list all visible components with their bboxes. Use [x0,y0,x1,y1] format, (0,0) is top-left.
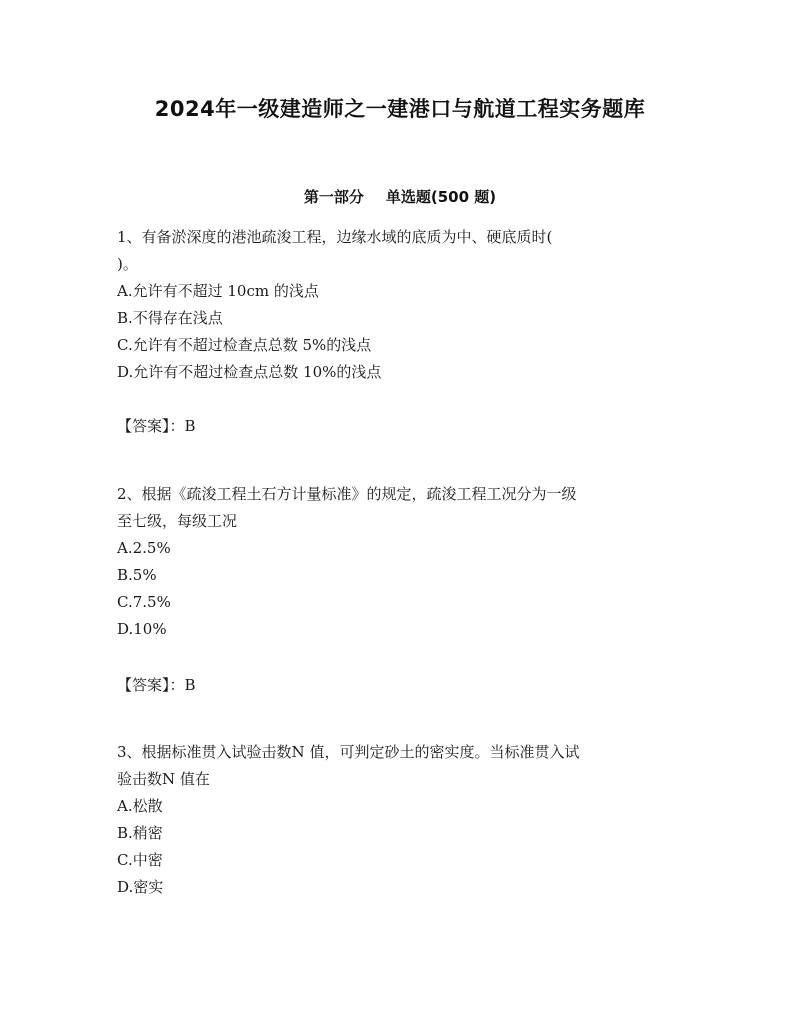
question-stem: 1、有备淤深度的港池疏浚工程，边缘水域的底质为中、硬底质时( [117,228,553,246]
option-d: D.允许有不超过检查点总数 10%的浅点 [117,363,382,381]
option-c: C.允许有不超过检查点总数 5%的浅点 [117,336,372,354]
option-b: B.不得存在浅点 [117,309,223,327]
section-heading [0,186,800,207]
option-a: A.2.5% [117,539,171,557]
option-a: A.松散 [117,797,163,815]
document-title: 2024年一级建造师之一建港口与航道工程实务题库 [154,97,646,121]
option-a: A.允许有不超过 10cm 的浅点 [117,282,319,300]
answer-1: 【答案】：B [117,417,196,435]
question-stem: )。 [117,255,138,273]
option-d: D.密实 [117,878,164,896]
section-part: 第一部分 [303,188,364,206]
option-b: B.稍密 [117,824,163,842]
option-c: C.7.5% [117,593,171,611]
question-stem: 2、根据《疏浚工程土石方计量标准》的规定，疏浚工程工况分为一级 [117,485,577,503]
question-stem: 至七级，每级工况 [117,512,238,530]
question-stem: 验击数N 值在 [117,770,210,788]
option-d: D.10% [117,620,167,638]
section-name: 单选题(500 题) [385,188,497,206]
option-c: C.中密 [117,851,163,869]
question-stem: 3、根据标准贯入试验击数N 值，可判定砂土的密实度。当标准贯入试 [117,743,580,761]
option-b: B.5% [117,566,157,584]
question-2 [117,481,687,643]
answer-2: 【答案】：B [117,676,196,694]
question-1 [117,224,687,386]
question-3 [117,739,687,901]
